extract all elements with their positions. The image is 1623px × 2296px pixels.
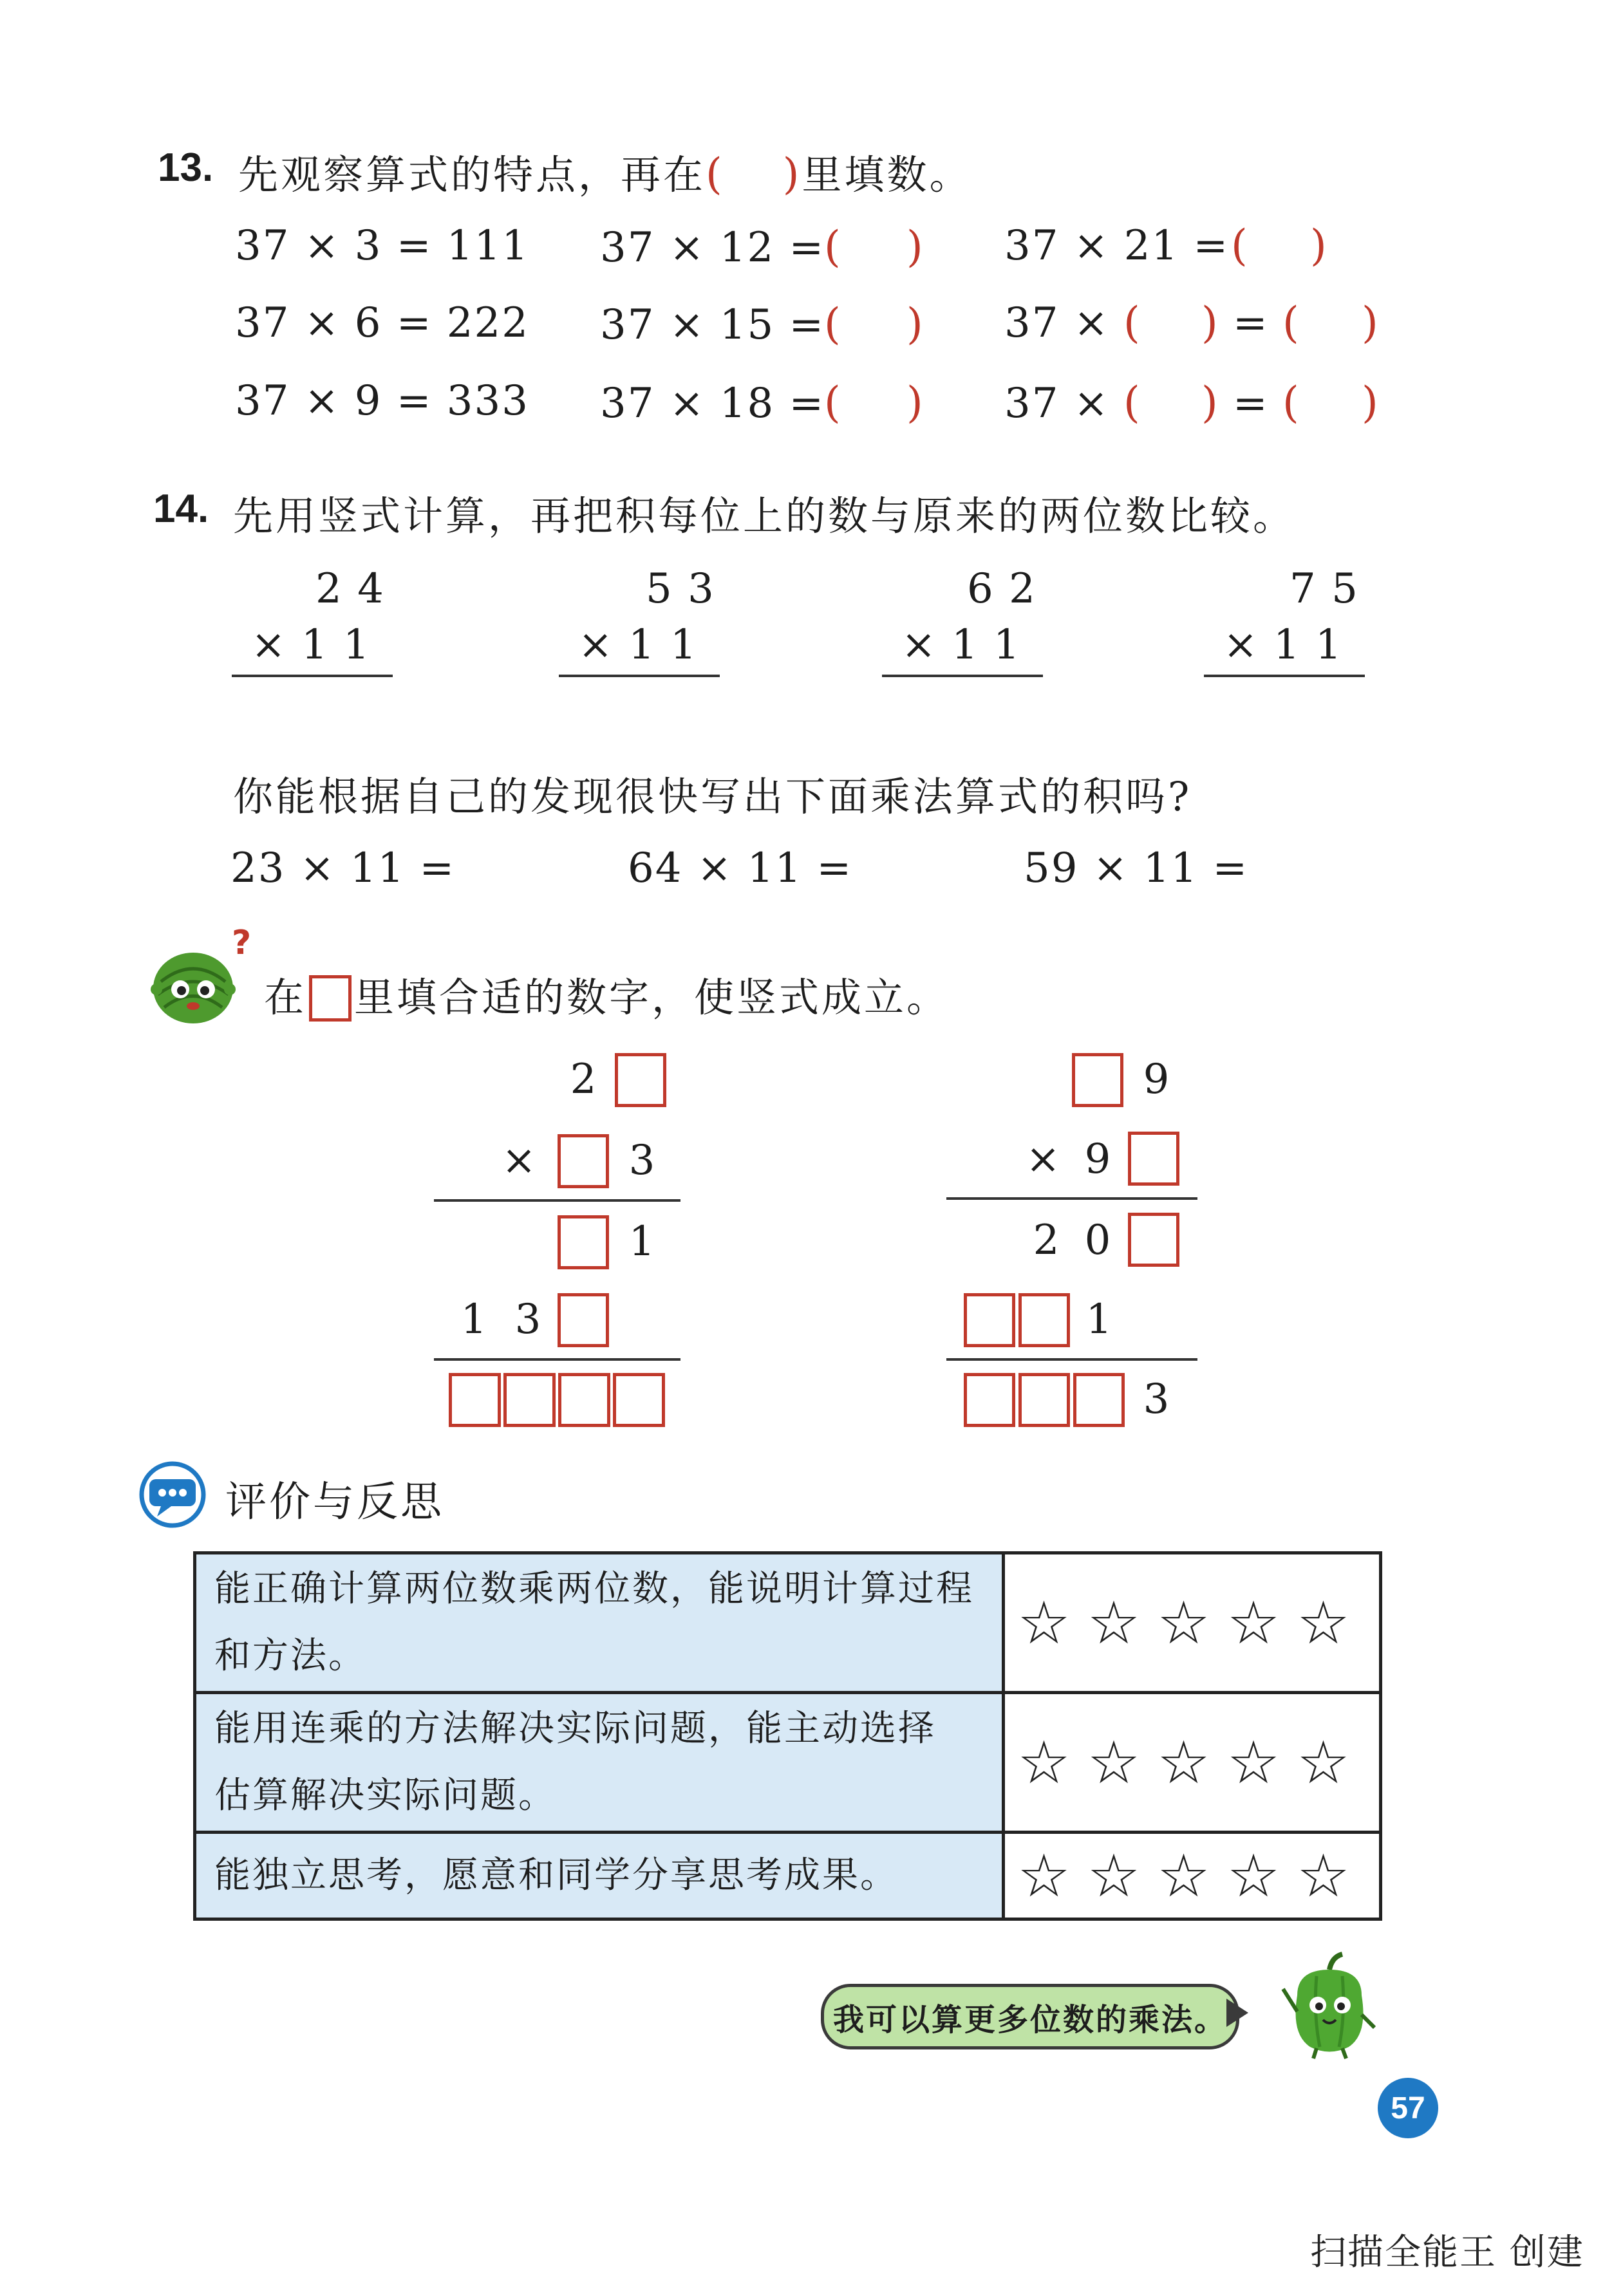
q14-p3-top: 6 2 <box>967 565 1037 613</box>
right-result-box-2[interactable] <box>1018 1373 1070 1427</box>
q13-r1-c3: 37 × 21 = <box>1004 222 1230 270</box>
left-rule-2 <box>434 1358 680 1361</box>
right-times: × <box>1026 1135 1060 1183</box>
q13-r1-c1: 37 × 3 = 111 <box>235 222 529 270</box>
chat-bubble-icon <box>135 1461 210 1528</box>
right-top-digit: 9 <box>1143 1056 1170 1103</box>
q14-p3-rule <box>882 675 1043 677</box>
puzzle-instruction <box>264 966 949 1023</box>
question-mark-icon: ? <box>232 924 252 962</box>
page-number: 57 <box>1378 2078 1438 2138</box>
q13-r2-c2-open: ( <box>824 299 841 349</box>
q14-p2-top: 5 3 <box>646 565 715 613</box>
criterion-line: 能独立思考，愿意和同学分享思考成果。 <box>214 1854 898 1896</box>
q13-instruction-end: 里填数。 <box>802 151 972 198</box>
q14-p3-bottom: × 1 1 <box>901 621 1021 669</box>
q13-r3-c2-close: ) <box>906 378 923 427</box>
left-rule-1 <box>434 1199 680 1202</box>
q13-r1-c2-close: ) <box>906 222 923 272</box>
right-result-box-1[interactable] <box>964 1373 1015 1427</box>
left-box-2[interactable] <box>558 1134 609 1188</box>
table-row <box>195 1693 1381 1833</box>
criterion-line: 能用连乘的方法解决实际问题，能主动选择 <box>214 1708 936 1750</box>
q14-p1-top: 2 4 <box>315 565 385 613</box>
right-rule-1 <box>946 1197 1197 1200</box>
right-box-4[interactable] <box>964 1293 1015 1347</box>
left-result-box-4[interactable] <box>613 1373 665 1427</box>
left-result-box-2[interactable] <box>503 1373 556 1427</box>
q14-p4-rule <box>1204 675 1365 677</box>
puzzle-instruction-box <box>309 975 352 1022</box>
q13-r2-c3: 37 × <box>1004 299 1110 347</box>
q13-r2-c1: 37 × 6 = 222 <box>235 299 529 347</box>
q13-r2-c3-open2: ( <box>1282 298 1299 348</box>
star-rating[interactable]: ☆☆☆☆☆ <box>1004 1553 1381 1693</box>
q13-r3-c3-close2: ) <box>1362 378 1378 427</box>
q14-p1-rule <box>232 675 393 677</box>
q13-r3-c2: 37 × 18 = <box>600 380 825 427</box>
left-top-digit: 2 <box>570 1056 597 1103</box>
left-partial-digit: 1 <box>628 1218 655 1265</box>
left-box-1[interactable] <box>615 1053 666 1107</box>
left-times: × <box>502 1137 536 1184</box>
q13-r1-c2-open: ( <box>824 222 841 272</box>
q13-r1-c2: 37 × 12 = <box>600 224 825 272</box>
criterion-cell <box>195 1693 1004 1833</box>
q14-p4-top: 7 5 <box>1290 565 1359 613</box>
q13-r3-c1: 37 × 9 = 333 <box>235 377 529 425</box>
mascot-pepper-icon <box>1278 1950 1381 2060</box>
q13-r2-c3-close1: ) <box>1201 298 1218 348</box>
q13-instruction-text: 先观察算式的特点，再在 <box>238 151 706 198</box>
table-row <box>195 1553 1381 1693</box>
left-box-4[interactable] <box>558 1293 609 1347</box>
q13-r2-c2-close: ) <box>906 299 923 349</box>
right-second-digit: 9 <box>1084 1135 1111 1183</box>
star-rating[interactable]: ☆☆☆☆☆ <box>1004 1833 1381 1919</box>
right-box-2[interactable] <box>1128 1132 1179 1186</box>
right-partial-digit1: 2 <box>1033 1217 1060 1264</box>
q13-r3-c2-open: ( <box>824 378 841 427</box>
right-box-1[interactable] <box>1072 1053 1123 1107</box>
q13-r2-c3-equals: = <box>1233 299 1269 347</box>
right-partial-digit2: 0 <box>1084 1217 1111 1264</box>
puzzle-instruction-rest: 里填合适的数字，使竖式成立。 <box>354 974 950 1021</box>
q13-r2-c3-open1: ( <box>1123 298 1140 348</box>
criterion-line: 估算解决实际问题。 <box>214 1775 556 1816</box>
q14-quick-3: 59 × 11 = <box>1024 845 1249 892</box>
watermark: 扫描全能王 创建 <box>1310 2232 1584 2273</box>
q13-r2-c3-close2: ) <box>1362 298 1378 348</box>
q13-r1-c3-close: ) <box>1310 221 1327 270</box>
right-box-5[interactable] <box>1018 1293 1070 1347</box>
right-partial2-digit: 1 <box>1085 1296 1112 1343</box>
q14-p4-bottom: × 1 1 <box>1223 621 1343 669</box>
right-result-box-3[interactable] <box>1073 1373 1125 1427</box>
table-row <box>195 1833 1381 1919</box>
left-partial2-digit1: 1 <box>460 1296 487 1343</box>
q13-r3-c3-open1: ( <box>1123 378 1140 427</box>
q13-instruction-paren-close: ) <box>782 149 802 199</box>
q13-r3-c3-open2: ( <box>1282 378 1299 427</box>
right-box-3[interactable] <box>1128 1213 1179 1267</box>
mascot-melon-icon <box>145 943 241 1027</box>
criterion-line: 和方法。 <box>214 1635 366 1677</box>
left-result-box-1[interactable] <box>449 1373 501 1427</box>
criterion-line: 能正确计算两位数乘两位数，能说明计算过程 <box>214 1568 974 1610</box>
left-box-3[interactable] <box>558 1215 609 1269</box>
speech-bubble: 我可以算更多位数的乘法。 <box>821 1984 1239 2049</box>
q13-r3-c3-equals: = <box>1233 380 1269 427</box>
q14-p2-bottom: × 1 1 <box>578 621 698 669</box>
criterion-cell <box>195 1833 1004 1919</box>
speech-bubble-tail <box>1226 1999 1248 2027</box>
evaluation-table <box>193 1551 1382 1921</box>
evaluation-heading: 评价与反思 <box>225 1479 444 1526</box>
q14-question: 你能根据自己的发现很快写出下面乘法算式的积吗? <box>233 773 1192 820</box>
q14-quick-2: 64 × 11 = <box>628 845 853 892</box>
right-rule-2 <box>946 1358 1197 1361</box>
q14-number: 14. <box>153 487 209 531</box>
q13-r2-c2: 37 × 15 = <box>600 301 825 349</box>
q14-p2-rule <box>559 675 720 677</box>
q13-number: 13. <box>158 145 214 190</box>
left-partial2-digit2: 3 <box>514 1296 541 1343</box>
left-second-digit: 3 <box>628 1137 655 1184</box>
q13-r3-c3-close1: ) <box>1201 378 1218 427</box>
puzzle-instruction-lead: 在 <box>264 974 307 1021</box>
q13-r3-c3: 37 × <box>1004 380 1110 427</box>
q13-r1-c3-open: ( <box>1231 221 1248 270</box>
right-result-digit: 3 <box>1143 1376 1170 1423</box>
q13-instruction <box>238 143 972 200</box>
star-rating[interactable]: ☆☆☆☆☆ <box>1004 1693 1381 1833</box>
q13-instruction-paren-open: ( <box>706 149 725 199</box>
criterion-cell <box>195 1553 1004 1693</box>
q14-instruction: 先用竖式计算，再把积每位上的数与原来的两位数比较。 <box>233 492 1296 539</box>
q14-p1-bottom: × 1 1 <box>251 621 371 669</box>
left-result-box-3[interactable] <box>558 1373 610 1427</box>
q14-quick-1: 23 × 11 = <box>230 845 456 892</box>
